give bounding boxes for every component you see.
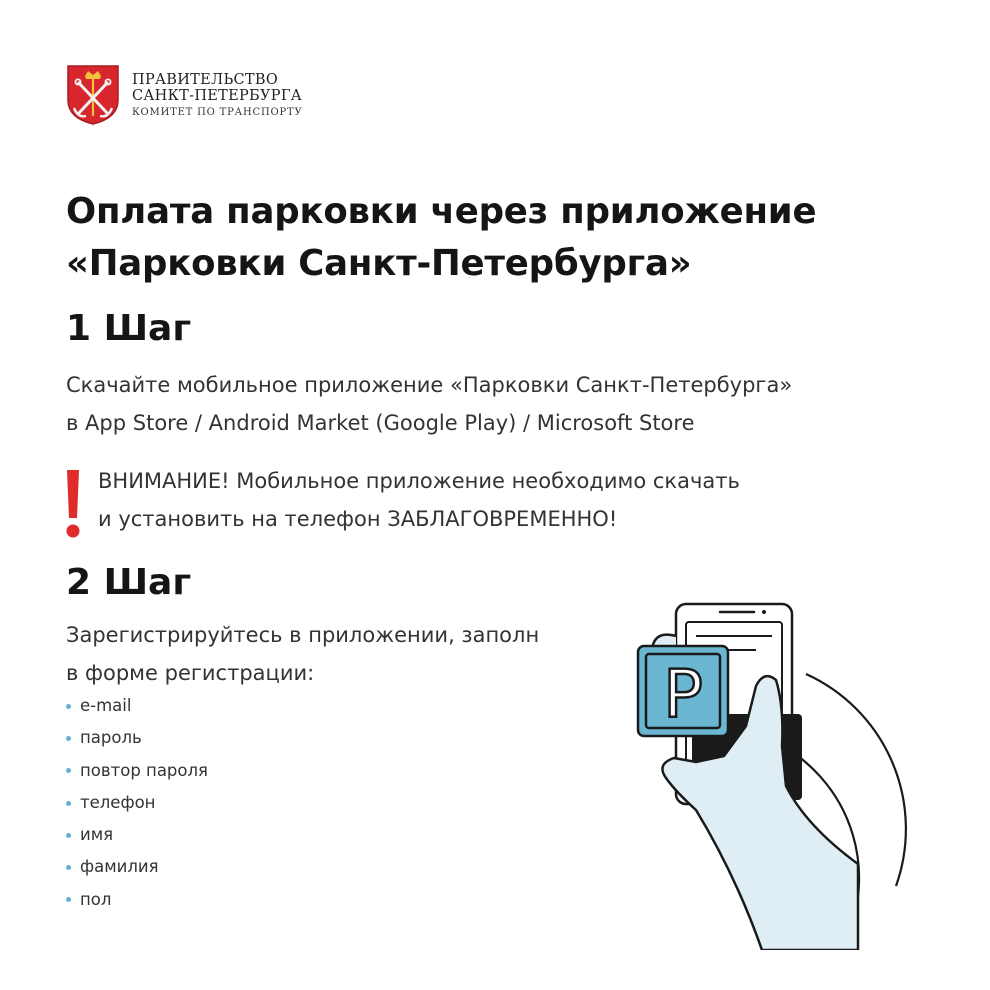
list-item	[66, 787, 208, 819]
phone-parking-illustration	[596, 596, 930, 950]
list-item-label: фамилия	[80, 857, 159, 877]
step-2-text-line-2: в форме регистрации:	[66, 661, 315, 685]
list-item	[66, 690, 208, 722]
list-item	[66, 884, 208, 916]
bullet-icon	[66, 833, 71, 838]
step-1-text	[66, 366, 792, 442]
exclamation-icon	[66, 470, 80, 538]
list-item-label: телефон	[80, 792, 156, 812]
list-item	[66, 722, 208, 754]
list-item	[66, 851, 208, 883]
list-item-label: e-mail	[80, 696, 132, 715]
step-1-heading: 1 Шаг	[66, 308, 192, 349]
bullet-icon	[66, 897, 71, 902]
org-committee: КОМИТЕТ ПО ТРАНСПОРТУ	[132, 106, 303, 118]
org-name-line-2: САНКТ-ПЕТЕРБУРГА	[132, 88, 303, 105]
org-name-line-1: ПРАВИТЕЛЬСТВО	[132, 71, 279, 88]
bullet-icon	[66, 865, 71, 870]
list-item	[66, 819, 208, 851]
phone-camera	[762, 610, 766, 614]
bullet-icon	[66, 736, 71, 741]
step-1-text-line-2: в App Store / Android Market (Google Play) / Microsoft Store	[66, 411, 695, 435]
warning-text	[98, 462, 740, 538]
page-title	[66, 186, 816, 290]
spb-emblem-icon	[66, 64, 120, 126]
step-1-text-line-1: Скачайте мобильное приложение «Парковки Санкт-Петербурга»	[66, 373, 793, 397]
warning-block	[66, 462, 740, 538]
step-2-text-line-1: Зарегистрируйтесь в приложении, заполн	[66, 623, 540, 647]
step-2-heading: 2 Шаг	[66, 562, 192, 603]
list-item	[66, 755, 208, 787]
step-2-text	[66, 616, 539, 692]
parking-letter: P	[663, 656, 703, 733]
org-name	[132, 72, 303, 119]
registration-fields-list	[66, 690, 208, 916]
warning-text-line-1: ВНИМАНИЕ! Мобильное приложение необходимо скачать	[98, 469, 740, 493]
list-item-label: пол	[80, 889, 112, 909]
bullet-icon	[66, 801, 71, 806]
page-title-line-2: «Парковки Санкт-Петербурга»	[66, 243, 692, 284]
list-item-label: пароль	[80, 728, 142, 748]
bullet-icon	[66, 704, 71, 709]
warning-text-line-2: и установить на телефон ЗАБЛАГОВРЕМЕННО!	[98, 507, 618, 531]
org-logo	[66, 64, 303, 126]
list-item-label: повтор пароля	[80, 760, 208, 780]
bullet-icon	[66, 768, 71, 773]
list-item-label: имя	[80, 825, 114, 845]
page-title-line-1: Оплата парковки через приложение	[66, 191, 817, 232]
